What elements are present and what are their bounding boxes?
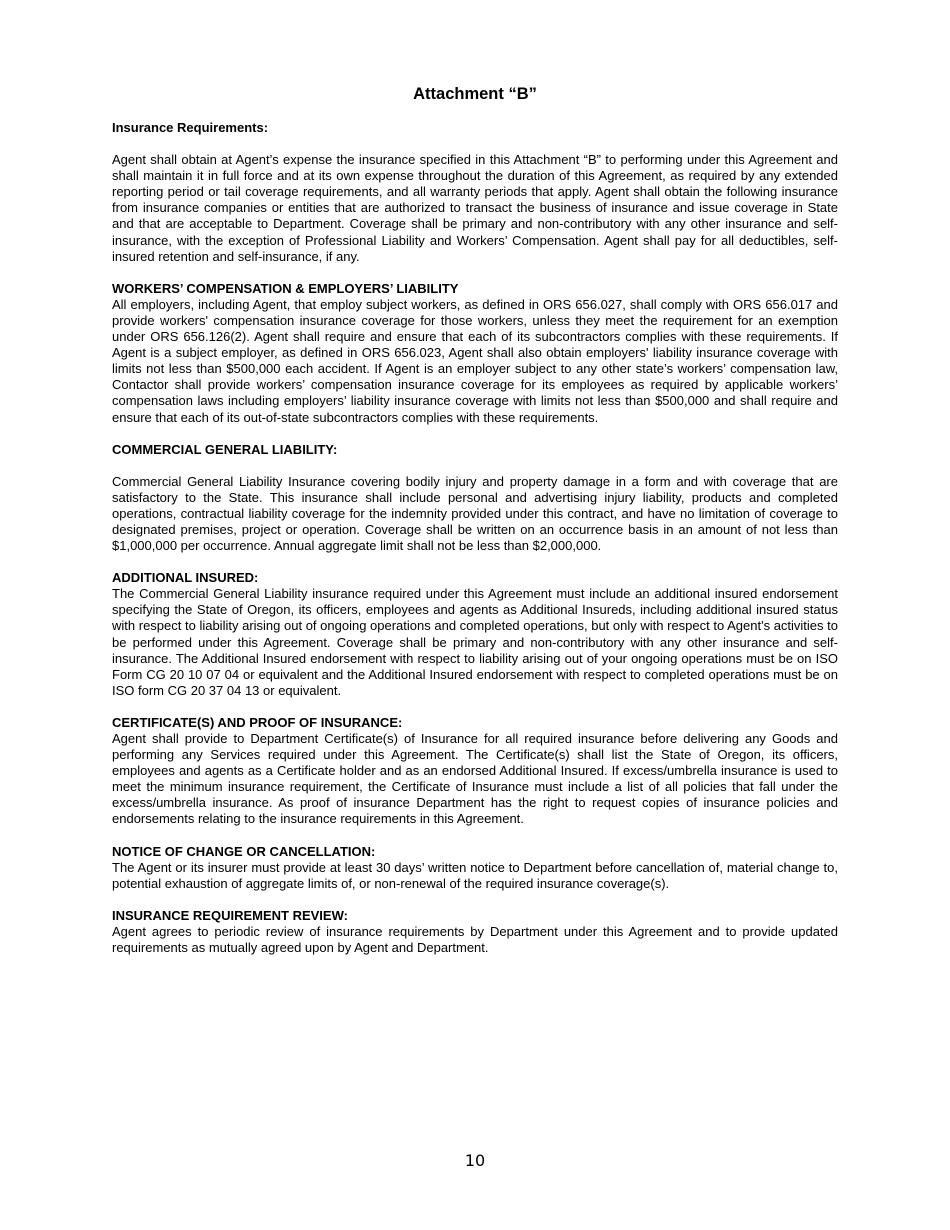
section-heading-additional-insured: ADDITIONAL INSURED: [112, 570, 259, 586]
section-paragraph-certificates: Agent shall provide to Department Certificate(s) of Insurance for all required insurance before delivering any Goods and performing any Services required under this Agreement. The Certificate(s) shall list the State of Oregon, its officers, employees and agents as a Certificate holder and as an endorsed Additional Insured. If excess/umbrella insurance is used to meet the minimum insurance requirement, the Certificate of Insurance must include a list of all policies that fall under the excess/umbrella insurance. As proof of insurance Department has the right to request copies of insurance policies and endorsements relating to the insurance requirements in this Agreement. [112, 731, 838, 827]
intro-heading: Insurance Requirements: [112, 120, 269, 135]
document-body [112, 120, 838, 956]
section-heading-workers-compensation: WORKERS’ COMPENSATION & EMPLOYERS’ LIABILITY [112, 280, 459, 296]
section-paragraph-additional-insured: The Commercial General Liability insurance required under this Agreement must include an additional insured endorsement specifying the State of Oregon, its officers, employees and agents as Additional Insureds, including additional insured status with respect to liability arising out of ongoing operations and completed operations, but only with respect to Agent's activities to be performed under this Agreement. Coverage shall be primary and non-contributory with any other insurance and self-insurance. The Additional Insured endorsement with respect to liability arising out of your ongoing operations must be on ISO Form CG 20 10 07 04 or equivalent and the Additional Insured endorsement with respect to completed operations must be on ISO form CG 20 37 04 13 or equivalent. [112, 586, 838, 698]
section-heading-requirement-review: INSURANCE REQUIREMENT REVIEW: [112, 907, 348, 923]
section-paragraph-commercial-general-liability: Commercial General Liability Insurance covering bodily injury and property damage in a form and with coverage that are satisfactory to the State. This insurance shall include personal and advertising injury liability, products and completed operations, contractual liability coverage for the indemnity provided under this contract, and have no limitation of coverage to designated premises, project or operation. Coverage shall be written on an occurrence basis in an amount of not less than $1,000,000 per occurrence. Annual aggregate limit shall not be less than $2,000,000. [112, 473, 838, 554]
section-heading-certificates: CERTIFICATE(S) AND PROOF OF INSURANCE: [112, 714, 403, 730]
document-title: Attachment “B” [413, 85, 537, 103]
section-paragraph-notice-of-change: The Agent or its insurer must provide at least 30 days’ written notice to Department before cancellation of, material change to, potential exhaustion of aggregate limits of, or non-renewal of the required insurance coverage(s). [112, 859, 838, 891]
intro-paragraph: Agent shall obtain at Agent’s expense the insurance specified in this Attachment “B” to performing under this Agreement and shall maintain it in full force and at its own expense throughout the duration of this Agreement, as required by any extended reporting period or tail coverage requirements, and all warranty periods that apply. Agent shall obtain the following insurance from insurance companies or entities that are authorized to transact the business of insurance and issue coverage in State and that are acceptable to Department. Coverage shall be primary and non-contributory with any other insurance and self-insurance, with the exception of Professional Liability and Workers’ Compensation. Agent shall pay for all deductibles, self-insured retention and self-insurance, if any. [112, 152, 838, 264]
section-heading-notice-of-change: NOTICE OF CHANGE OR CANCELLATION: [112, 843, 376, 859]
section-heading-commercial-general-liability: COMMERCIAL GENERAL LIABILITY: [112, 441, 338, 457]
page-number: 10 [464, 1151, 486, 1170]
section-paragraph-requirement-review: Agent agrees to periodic review of insurance requirements by Department under this Agreement and to provide updated requirements as mutually agreed upon by Agent and Department. [112, 923, 838, 956]
section-paragraph-workers-compensation: All employers, including Agent, that employ subject workers, as defined in ORS 656.027, shall comply with ORS 656.017 and provide workers' compensation insurance coverage for those workers, unless they meet the requirement for an exemption under ORS 656.126(2). Agent shall require and ensure that each of its subcontractors complies with these requirements. If Agent is a subject employer, as defined in ORS 656.023, Agent shall also obtain employers' liability insurance coverage with limits not less than $500,000 each accident. If Agent is an employer subject to any other state’s workers’ compensation law, Contactor shall provide workers’ compensation insurance coverage for its employees as required by applicable workers’ compensation laws including employers’ liability insurance coverage with limits not less than $500,000 and shall require and ensure that each of its out-of-state subcontractors complies with these requirements. [112, 296, 838, 425]
